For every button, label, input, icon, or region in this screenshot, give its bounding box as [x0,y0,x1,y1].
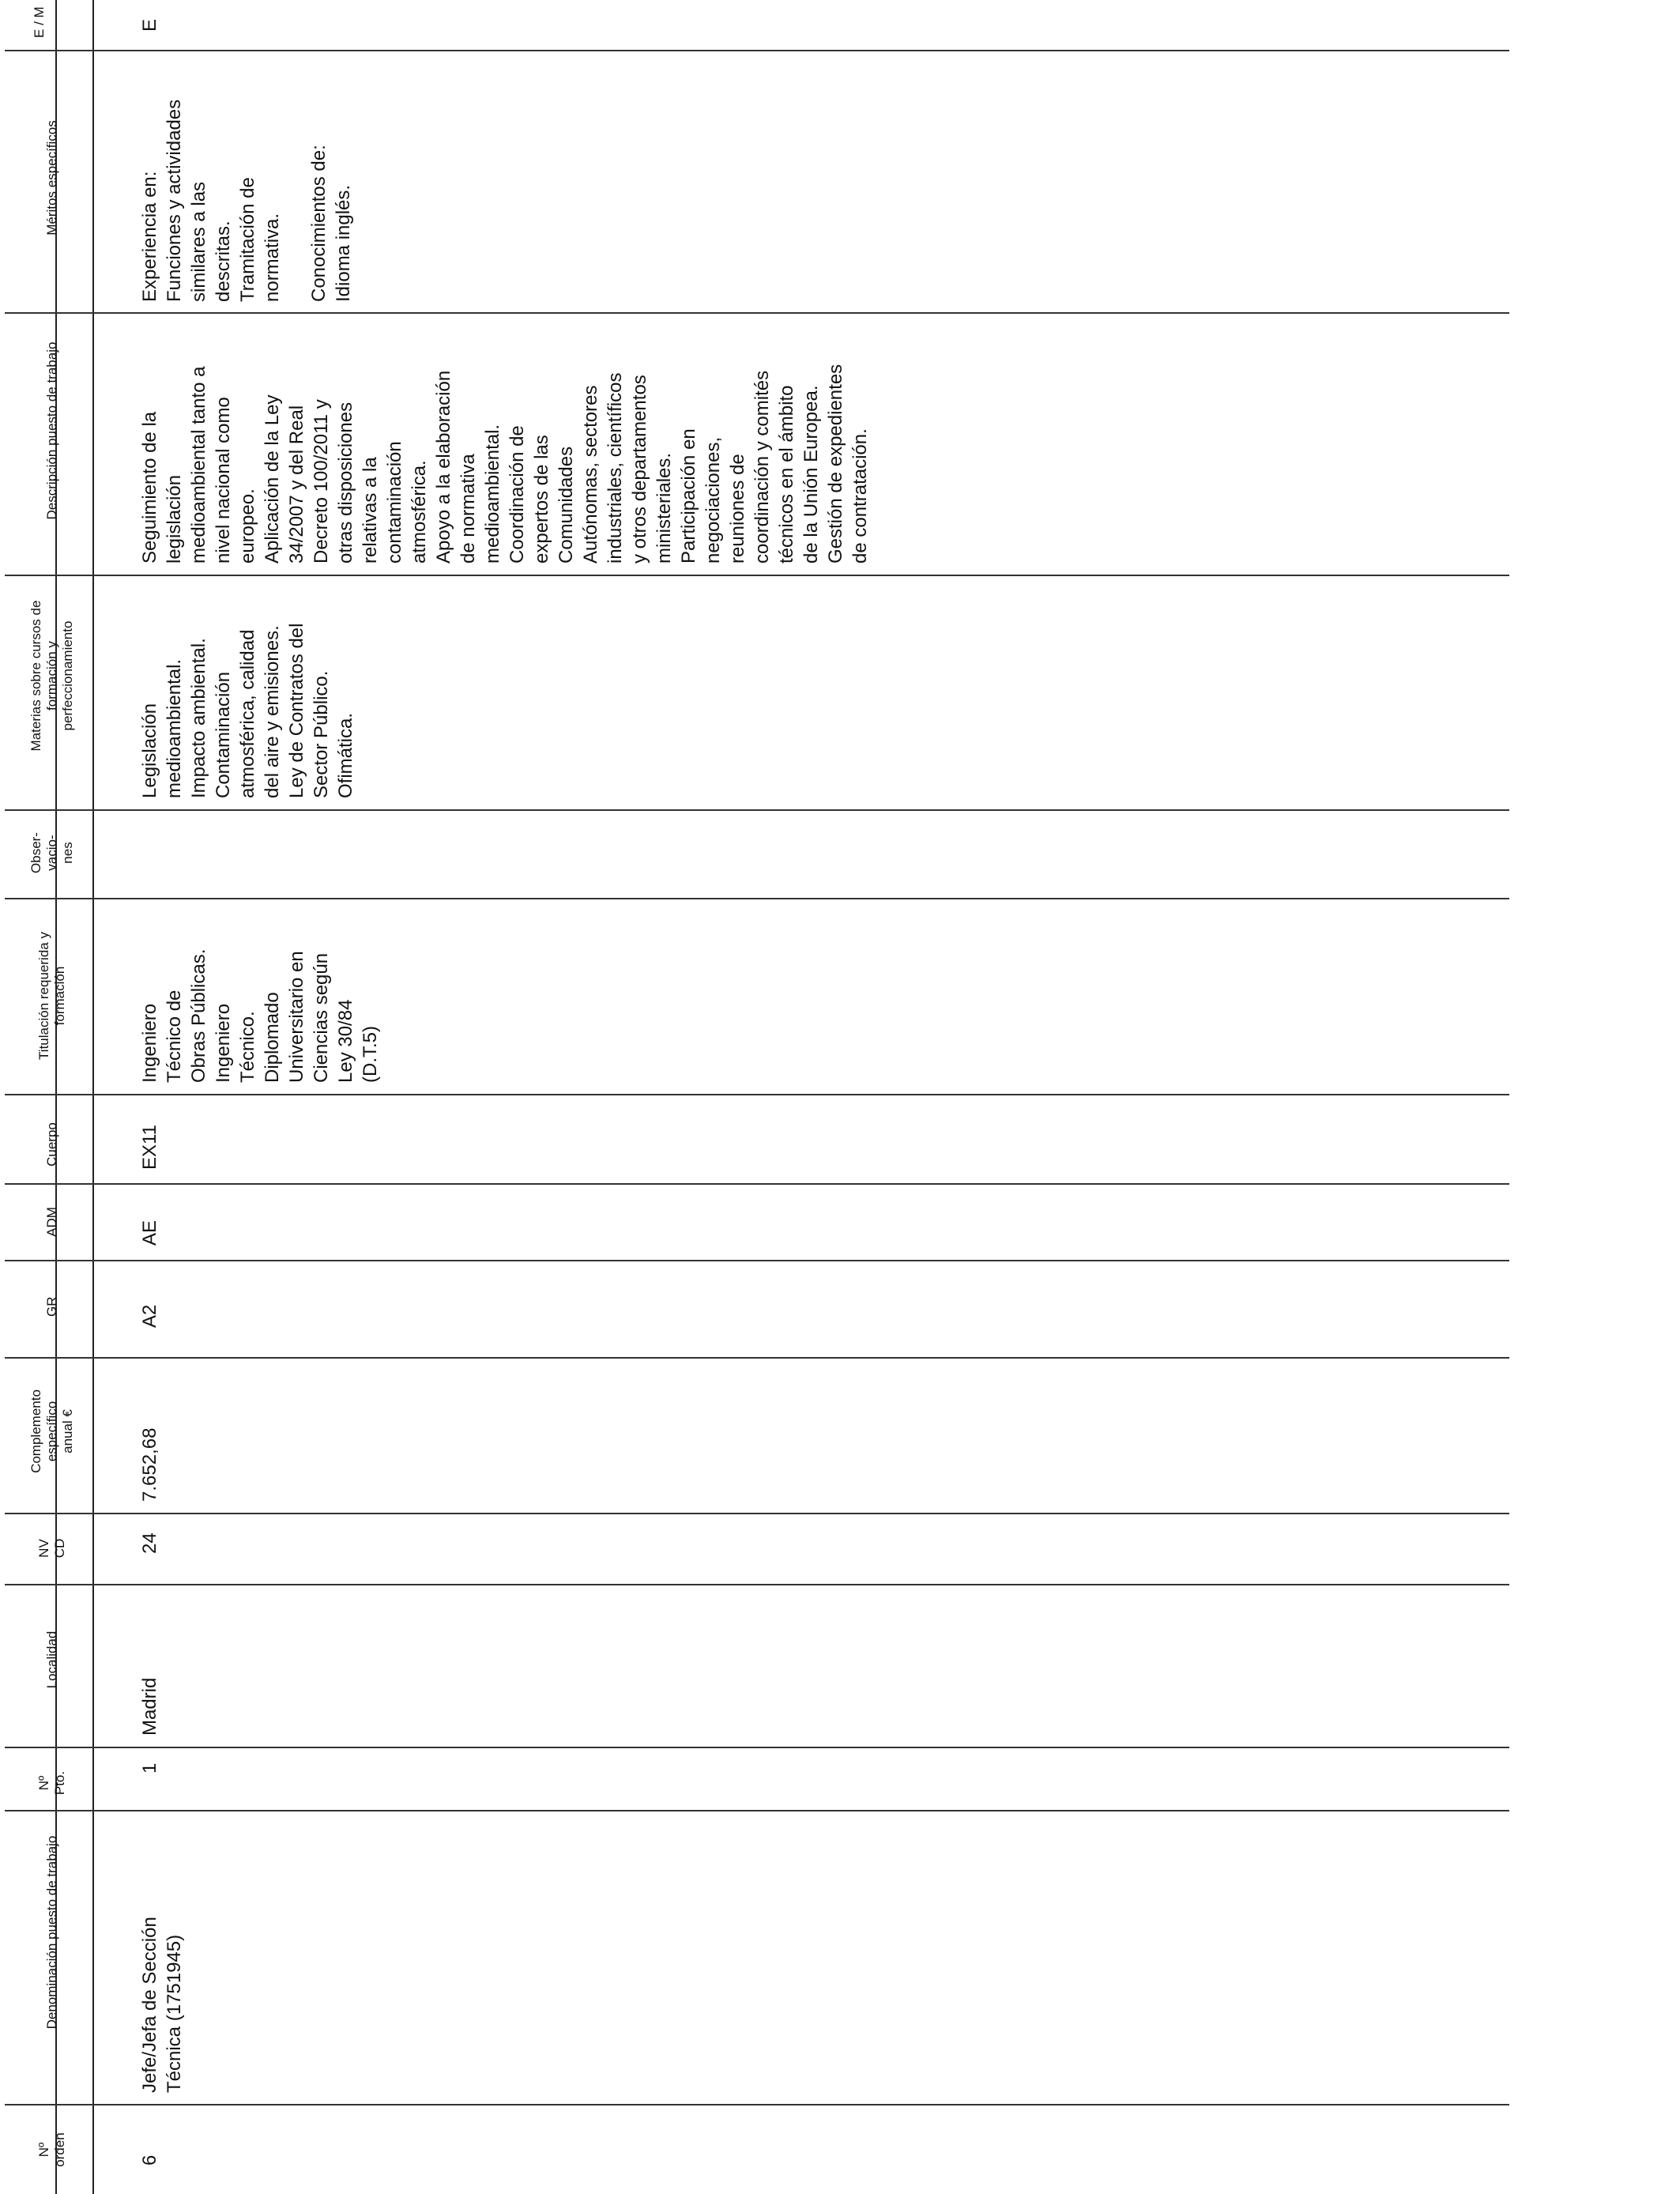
descripcion-item-5: Participación en negociaciones, reuniones de coordinación y comités técnicos en el ámbito de la Unión Europea. [678,370,822,564]
row-divider-localidad [5,1747,1509,1748]
cell-materias [139,624,360,798]
cell-nivel: 24 [139,1532,160,1554]
row-divider-materias [5,809,1509,811]
meritos-experiencia-item-2: Tramitación de normativa. [237,177,283,302]
descripcion-item-2: Aplicación de la Ley 34/2007 y del Real Decreto 100/2011 y otras disposiciones relativas a la contaminación atmosférica. [262,394,430,564]
header-denominacion: Denominación puesto de trabajo [44,1835,59,2030]
materias-item-4: Ley de Contratos del Sector Público. [286,623,332,798]
titulacion-item-1: Ingeniero Técnico de Obras Públicas. [139,948,209,1083]
row-divider-descripcion [5,575,1509,576]
materias-item-1: Legislación medioambiental. [139,658,185,798]
header-cuerpo: Cuerpo [44,1122,59,1167]
meritos-experiencia-item-1: Funciones y actividades similares a las descritas. [164,99,234,302]
header-npto: Nº Pto. [36,1770,67,1796]
header-observaciones: Obser- vacio- nes [28,832,75,873]
header-materias: Materias sobre cursos de formación y perfeccionamiento [28,600,75,752]
row-divider-observaciones [5,898,1509,899]
cell-denominacion: Jefe/Jefa de Sección Técnica (1751945) [139,1917,185,2093]
cell-norden: 6 [139,2154,160,2166]
row-divider-npto [5,1810,1509,1811]
materias-item-2: Impacto ambiental. [188,638,209,798]
header-descripcion: Descripción puesto de trabajo [44,341,59,520]
descripcion-item-6: Gestión de expedientes de contratación. [825,364,871,564]
titulacion-item-2: Ingeniero Técnico. [213,1003,258,1083]
row-divider-titulacion [5,1094,1509,1095]
header-em: E / M [32,6,47,38]
cell-meritos: Experiencia en: Funciones y actividades similares a las descritas. Tramitación de normativa. Conocimientos de: Idioma inglés. [139,99,354,302]
row-divider-denominacion [5,2104,1509,2105]
materias-item-3: Contaminación atmosférica, calidad del aire y emisiones. [213,625,283,798]
cell-cuerpo: EX11 [139,1125,160,1170]
descripcion-item-1: Seguimiento de la legislación medioambiental tanto a nivel nacional como europeo. [139,366,258,564]
row-divider-cuerpo [5,1183,1509,1185]
titulacion-item-3: Diplomado Universitario en Ciencias según Ley 30/84 (D.T.5) [262,951,381,1083]
row-divider-nivel [5,1584,1509,1585]
header-adm: ADM [44,1207,59,1237]
header-titulacion: Titulación requerida y formación [36,932,67,1060]
cell-gr: A2 [139,1304,160,1328]
descripcion-item-3: Apoyo a la elaboración de normativa medioambiental. [433,370,503,564]
cell-npto: 1 [139,1762,160,1774]
cell-complemento: 7.652,68 [139,1427,160,1502]
cell-titulacion [139,949,384,1083]
row-divider-meritos [5,312,1509,314]
cell-localidad: Madrid [139,1677,160,1736]
cell-descripcion [139,364,874,564]
row-divider-complemento [5,1513,1509,1514]
header-localidad: Localidad [44,1630,59,1689]
materias-item-5: Ofimática. [335,712,356,798]
row-divider-em [5,50,1509,51]
meritos-conocimientos-item-1: Idioma inglés. [333,184,354,302]
header-gr: GR [44,1296,59,1317]
header-complemento: Complemento específico anual € [28,1389,75,1473]
descripcion-item-4: Coordinación de expertos de las Comunidades Autónomas, sectores industriales, científicos y otros departamentos ministeriales. [507,372,675,564]
cell-em: E [139,18,160,32]
header-meritos: Méritos específicos [44,120,59,236]
cell-adm: AE [139,1220,160,1246]
row-divider-gr [5,1357,1509,1359]
row-divider-adm [5,1260,1509,1261]
header-body-divider [92,0,94,2194]
header-nivel: NV CD [36,1538,67,1559]
header-norden: Nº orden [36,2132,67,2167]
